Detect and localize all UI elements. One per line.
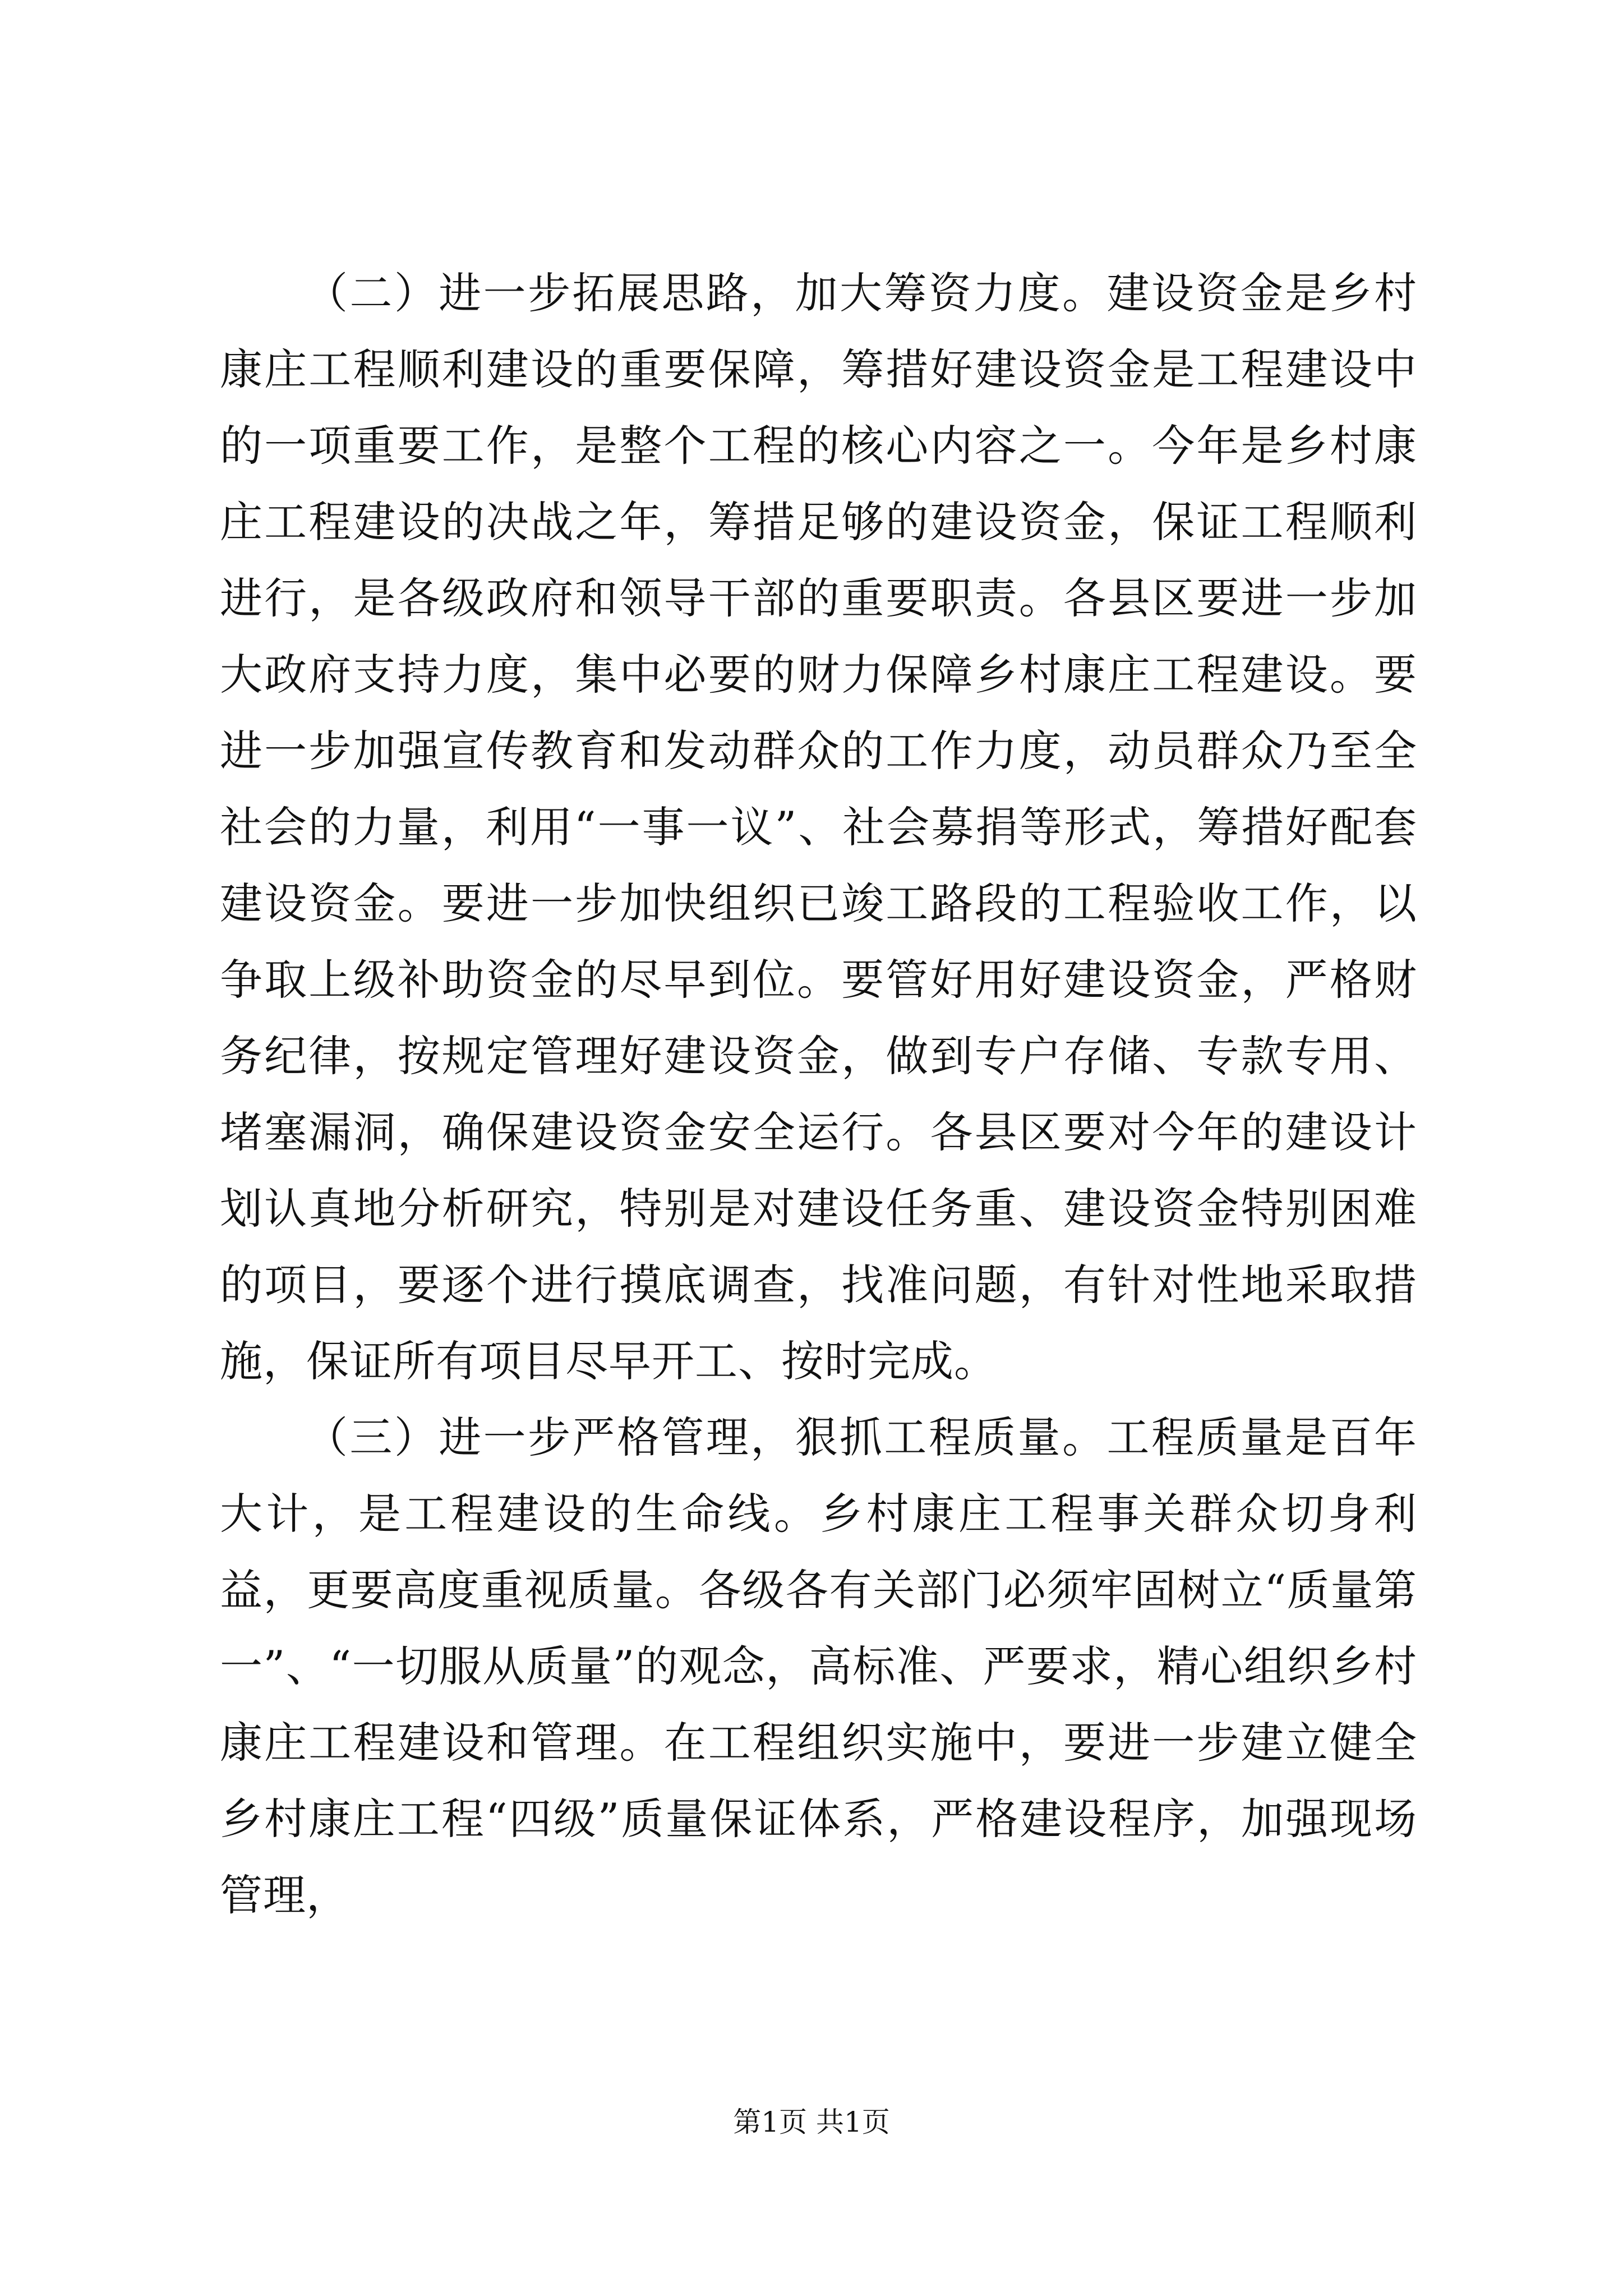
page-footer: 第1页 共1页 [733,2106,890,2138]
paragraph-3: （三）进一步严格管理，狠抓工程质量。工程质量是百年大计，是工程建设的生命线。乡村康庄工程事关群众切身利益，更要高度重视质量。各级各有关部门必须牢固树立“质量第一”、“一切服从质量”的观念，高标准、严要求，精心组织乡村康庄工程建设和管理。在工程组织实施中，要进一步建立健全乡村康庄工程“四级”质量保证体系，严格建设程序，加强现场管理， [220,1412,1417,1920]
document-body [220,255,1417,1934]
paragraph-2: （二）进一步拓展思路，加大筹资力度。建设资金是乡村康庄工程顺利建设的重要保障，筹措好建设资金是工程建设中的一项重要工作，是整个工程的核心内容之一。今年是乡村康庄工程建设的决战之年，筹措足够的建设资金，保证工程顺利进行，是各级政府和领导干部的重要职责。各县区要进一步加大政府支持力度，集中必要的财力保障乡村康庄工程建设。要进一步加强宣传教育和发动群众的工作力度，动员群众乃至全社会的力量，利用“一事一议”、社会募捐等形式，筹措好配套建设资金。要进一步加快组织已竣工路段的工程验收工作，以争取上级补助资金的尽早到位。要管好用好建设资金，严格财务纪律，按规定管理好建设资金，做到专户存储、专款专用、堵塞漏洞，确保建设资金安全运行。各县区要对今年的建设计划认真地分析研究，特别是对建设任务重、建设资金特别困难的项目，要逐个进行摸底调查，找准问题，有针对性地采取措施，保证所有项目尽早开工、按时完成。 [220,268,1417,1386]
